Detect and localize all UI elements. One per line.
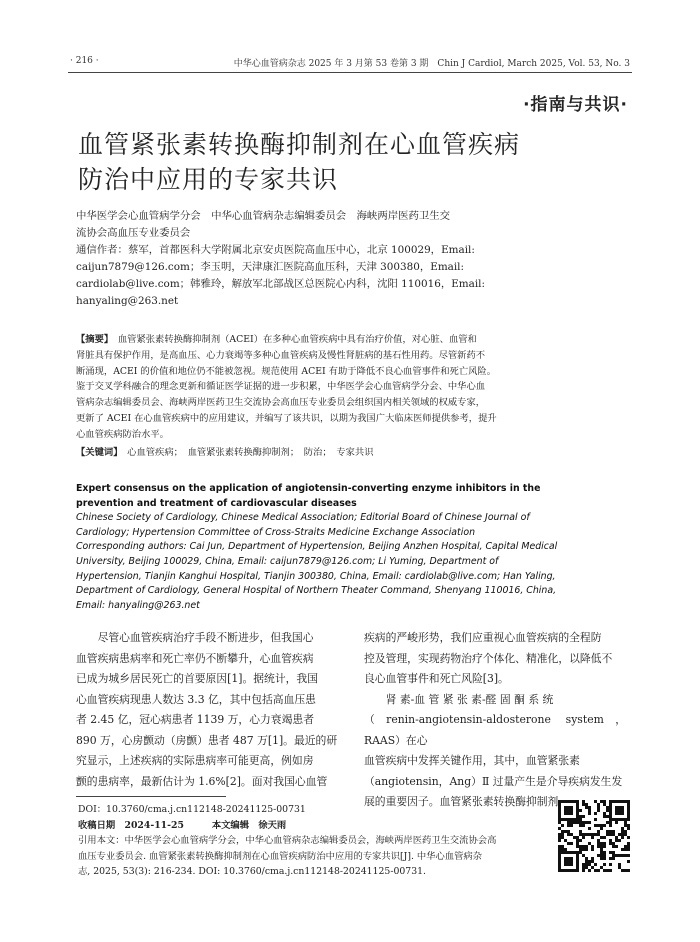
body-line: 心血管疾病现患人数达 3.3 亿，其中包括高血压患 — [76, 692, 316, 706]
abstract-line: 管病杂志编辑委员会、海峡两岸医药卫生交流协会高血压专业委员会组织国内相关领域的权威专家， — [76, 397, 486, 409]
english-line: Cardiology; Hypertension Committee of Cross-Straits Medicine Exchange Association — [76, 526, 476, 538]
title-line-2: 防治中应用的专家共识 — [78, 165, 339, 194]
correspondence-line: hanyaling@263.net — [76, 295, 179, 307]
header-rule — [68, 72, 632, 73]
abstract-line: 肾脏具有保护作用，是高血压、心力衰竭等多种心血管疾病及慢性肾脏病的基石性用药。尽管新药不 — [76, 349, 486, 361]
abstract-label: 【摘要】 — [76, 334, 109, 345]
citation-line: 引用本文：中华医学会心血管病学分会，中华心血管病杂志编辑委员会，海峡两岸医药卫生交流协会高 — [78, 835, 497, 846]
body-line: 究显示，上述疾病的实际患病率可能更高，例如房 — [76, 754, 314, 767]
citation-line: 血压专业委员会. 血管紧张素转换酶抑制剂在心血管疾病防治中应用的专家共识[J]. 中华心血管病杂 — [78, 850, 482, 862]
received-line: 收稿日期 2024-11-25 本文编辑 徐天雨 — [78, 819, 287, 831]
authors-block — [76, 208, 616, 310]
correspondence-line: cardiolab@live.com；韩雅玲，解放军北部战区总医院心内科，沈阳 110016，Email: — [76, 278, 486, 290]
section-tag: ·指南与共识· — [523, 95, 628, 115]
english-line: Department of Cardiology, General Hospital of Northern Theater Command, Shenyang 110016, China, — [76, 585, 557, 597]
footer-block — [78, 802, 538, 880]
body-line: 控及管理，实现药物治疗个体化、精准化，以降低不 — [364, 651, 613, 665]
authors-line: 流协会高血压专业委员会 — [76, 227, 191, 239]
qr-code-icon — [558, 800, 630, 872]
body-line: 展的重要因子。血管紧张素转换酶抑制剂 — [364, 795, 559, 808]
body-line: （angiotensin，Ang）Ⅱ 过量产生是介导疾病发生发 — [364, 774, 623, 788]
abstract-block — [76, 332, 624, 460]
body-line: 尽管心血管疾病治疗手段不断进步，但我国心 — [76, 631, 314, 644]
correspondence-line: caijun7879@126.com；李玉明，天津康汇医院高血压科，天津 300380，Email: — [76, 261, 465, 273]
abstract-line: 更新了 ACEI 在心血管疾病中的应用建议，并编写了该共识，以期为我国广大临床医师提供参考，提升 — [76, 412, 497, 424]
english-title-line: Expert consensus on the application of angiotensin-converting enzyme inhibitors in the — [76, 483, 541, 494]
authors-line: 中华医学会心血管病学分会 中华心血管病杂志编辑委员会 海峡两岸医药卫生交 — [76, 210, 451, 222]
body-line: 颤的患病率，最新估计为 1.6%[2]。面对我国心血管 — [76, 774, 328, 788]
page-number: · 216 · — [70, 56, 99, 66]
abstract-line: 血管紧张素转换酶抑制剂（ACEI）在多种心血管疾病中具有治疗价值，对心脏、血管和 — [117, 334, 477, 345]
body-line: 血管疾病患病率和死亡率仍不断攀升，心血管疾病 — [76, 651, 314, 665]
abstract-line: 断涌现，ACEI 的价值和地位仍不能被忽视。规范使用 ACEI 有助于降低不良心血管事件和死亡风险。 — [76, 365, 497, 377]
english-line: Corresponding authors: Cai Jun, Department of Hypertension, Beijing Anzhen Hospital, Capital Medical — [76, 541, 558, 553]
english-line: Chinese Society of Cardiology, Chinese Medical Association; Editorial Board of Chinese Journal of — [76, 512, 530, 524]
doi-line: DOI：10.3760/cma.j.cn112148-20241125-00731 — [78, 804, 306, 815]
abstract-line: 心血管疾病防治水平。 — [76, 428, 169, 440]
english-line: University, Beijing 100029, China, Email: caijun7879@126.com; Li Yuming, Department of — [76, 555, 499, 567]
body-line: 890 万，心房颤动（房颤）患者 487 万[1]。最近的研 — [76, 733, 338, 747]
body-line: 疾病的严峻形势，我们应重视心血管疾病的全程防 — [364, 631, 602, 644]
body-right-column — [364, 628, 626, 813]
body-line: 肾 素-血 管 紧 张 素-醛 固 酮 系 统 — [364, 692, 554, 706]
body-line: 已成为城乡居民死亡的首要原因[1]。据统计，我国 — [76, 672, 319, 685]
title-line-1: 血管紧张素转换酶抑制剂在心血管疾病 — [78, 130, 521, 159]
body-line: （renin-angiotensin-aldosterone system，RAAS）在心 — [364, 713, 626, 747]
body-line: 者 2.45 亿，冠心病患者 1139 万，心力衰竭患者 — [76, 713, 314, 726]
english-line: Email: hanyaling@263.net — [76, 599, 200, 611]
english-title-line: prevention and treatment of cardiovascular diseases — [76, 497, 357, 509]
english-line: Hypertension, Tianjin Kanghui Hospital, Tianjin 300380, China, Email: cardiolab@live.com; Han Yaling, — [76, 570, 556, 582]
keywords-text: 心血管疾病； 血管紧张素转换酶抑制剂； 防治； 专家共识 — [127, 446, 374, 458]
body-left-column — [76, 628, 338, 792]
body-line: 良心血管事件和死亡风险[3]。 — [364, 672, 509, 685]
body-line: 血管疾病中发挥关键作用，其中，血管紧张素 — [364, 754, 580, 767]
journal-header: 中华心血管病杂志 2025 年 3 月第 53 卷第 3 期 Chin J Cardiol, March 2025, Vol. 53, No. 3 — [233, 59, 630, 69]
citation-line: 志, 2025, 53(3): 216-234. DOI: 10.3760/cma.j.cn112148-20241125-00731. — [78, 866, 426, 877]
abstract-line: 鉴于交叉学科融合的理念更新和循证医学证据的进一步积累，中华医学会心血管病学分会、中华心血 — [76, 381, 486, 393]
footer-rule — [76, 796, 226, 797]
keywords-label: 【关键词】 — [76, 446, 118, 458]
correspondence-line: 通信作者：蔡军，首都医科大学附属北京安贞医院高血压中心，北京 100029，Email: — [76, 244, 475, 256]
english-block — [76, 482, 624, 613]
